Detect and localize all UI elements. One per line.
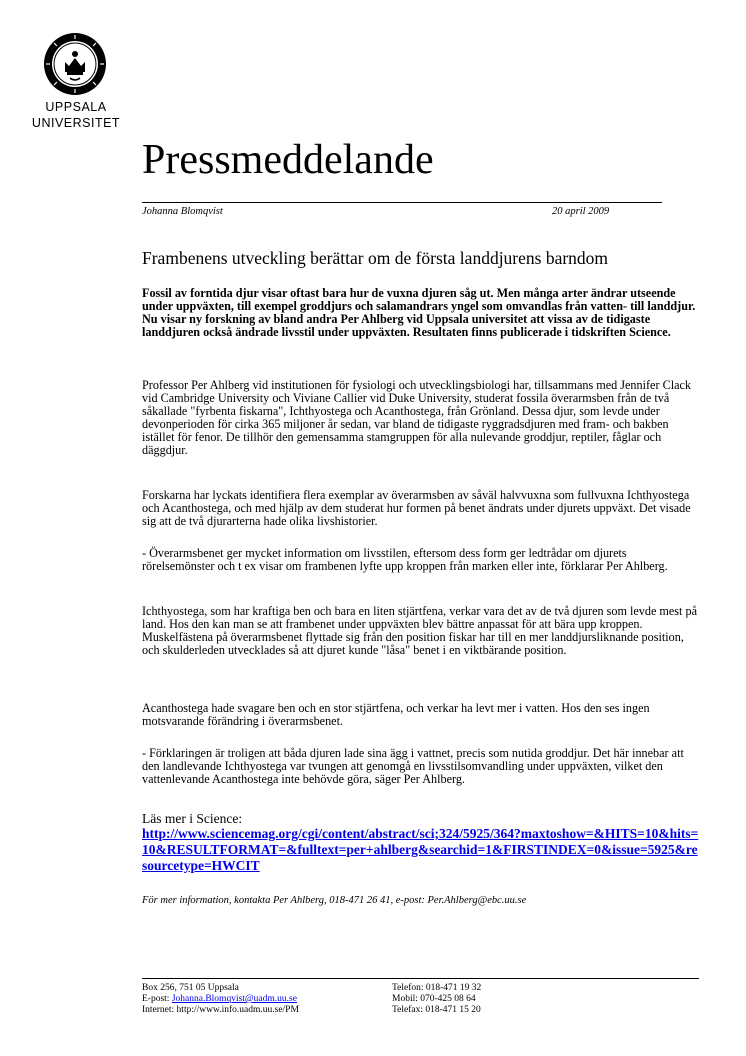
article-paragraph: Acanthostega hade svagare ben och en stor stjärtfena, och verkar ha levt mer i vatten. Hos den ses ingen motsvarande förändring i överarmsbenet.	[142, 701, 650, 728]
article-paragraph: Professor Per Ahlberg vid institutionen för fysiologi och utvecklingsbiologi har, tillsammans med Jennifer Clack vid Cambridge University och Viviane Callier vid Duke University, studerat fossila överarmsben från de två såkallade "fyrbenta fiskarna", Ichthyostega och Acanthostega, från Grönland. Dessa djur, som levde under devonperioden för cirka 365 miljoner år sedan, var bland de tidigaste ryggradsdjuren med fram- och bakben istället för fenor. De tillhör den gemensamma stamgruppen för alla nulevande groddjur, reptiler, fåglar och däggdjur.	[142, 378, 691, 457]
read-more-label: Läs mer i Science:	[142, 811, 243, 826]
university-seal-logo	[43, 32, 107, 96]
article-paragraph: - Förklaringen är troligen att båda djuren lade sina ägg i vattnet, precis som nutida groddjur. Det här innebar att den landlevande Ichthyostega var tvungen att genomgå en livsstilsomvandling under uppväxten, vilket den vattenlevande Acanthostega inte behövde göra, säger Per Ahlberg.	[142, 746, 684, 786]
author-name: Johanna Blomqvist	[142, 206, 223, 217]
footer-email-label: E-post:	[142, 994, 172, 1004]
article-paragraph: Ichthyostega, som har kraftiga ben och bara en liten stjärtfena, verkar vara det av de två djuren som levde mest på land. Hos den kan man se att frambenet under uppväxten blev bättre anpassat för att bära upp kroppen. Muskelfästena på överarmsbenet flyttade sig från den position fiskar har till en mer landdjursliknande position, och skulderleden utvecklades så att djuret kunde "låsa" benet i en viktbärande position.	[142, 604, 697, 657]
footer-divider	[142, 978, 699, 979]
footer-internet: Internet: http://www.info.uadm.uu.se/PM	[142, 1005, 299, 1015]
footer-address: Box 256, 751 05 Uppsala	[142, 983, 239, 993]
footer-email	[142, 994, 297, 1005]
article-headline: Frambenens utveckling berättar om de första landdjurens barndom	[142, 248, 609, 268]
footer-email-link[interactable]: Johanna.Blomqvist@uadm.uu.se	[171, 994, 297, 1004]
footer-fax: Telefax: 018-471 15 20	[392, 1005, 481, 1015]
university-name-line2: UNIVERSITET	[31, 116, 121, 130]
article-paragraph: Forskarna har lyckats identifiera flera exemplar av överarmsben av såväl halvvuxna som fullvuxna Ichthyostega och Acanthostega, och med hjälp av dem studerat hur formen på benet ändrats under djurets uppväxt. Det visade sig att de två djurarterna hade olika livshistorier.	[142, 488, 691, 528]
article-paragraph: - Överarmsbenet ger mycket information om livsstilen, eftersom dess form ger ledtrådar om djurets rörelsemönster och t ex visar om frambenen lyfte upp kroppen från marken eller inte, förklarar Per Ahlberg.	[142, 546, 668, 573]
footer-phone: Telefon: 018-471 19 32	[392, 983, 482, 993]
footer-mobile: Mobil: 070-425 08 64	[392, 994, 476, 1004]
document-title: Pressmeddelande	[142, 137, 434, 183]
publication-date: 20 april 2009	[552, 206, 610, 217]
contact-info: För mer information, kontakta Per Ahlberg, 018-471 26 41, e-post: Per.Ahlberg@ebc.uu.se	[142, 895, 527, 906]
header-divider	[142, 202, 662, 203]
university-name-line1: UPPSALA	[45, 100, 107, 114]
article-lede: Fossil av forntida djur visar oftast bara hur de vuxna djuren såg ut. Men många arter ändrar utseende under uppväxten, till exempel groddjurs och salamandrars yngel som omvandlas från vatten- till landdjur. Nu visar ny forskning av bland andra Per Ahlberg vid Uppsala universitet att vissa av de tidigaste landdjuren också ändrade livsstil under uppväxten. Resultaten finns publicerade i tidskriften Science.	[142, 286, 696, 339]
science-article-link[interactable]: http://www.sciencemag.org/cgi/content/abstract/sci;324/5925/364?maxtoshow=&HITS=10&hits=10&RESULTFORMAT=&fulltext=per+ahlberg&searchid=1&FIRSTINDEX=0&issue=5925&resourcetype=HWCIT	[142, 826, 699, 873]
